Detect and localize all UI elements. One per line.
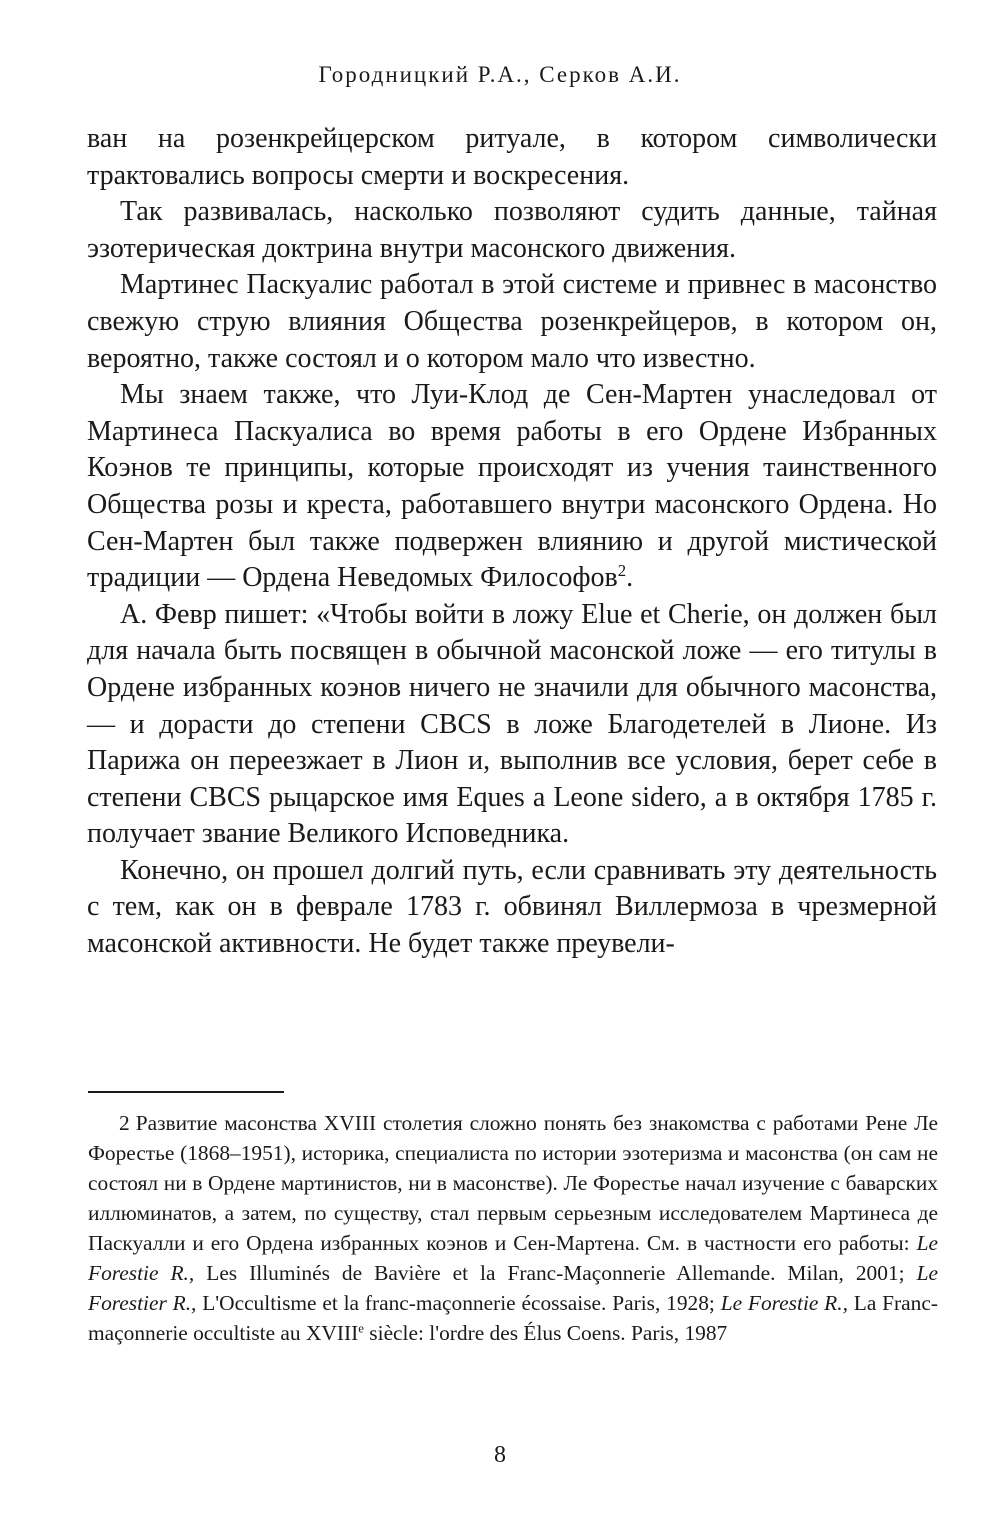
footnote-author-3: Le Forestie R., [720,1291,848,1315]
page-number: 8 [494,1442,506,1468]
footnote-reference-trailing: . [626,562,634,594]
footnote-separator [88,1091,284,1093]
paragraph-6: Конечно, он прошел долгий путь, если сравнивать эту деятельность с тем, как он в феврале 1783 г. обвинял Виллермоза в чрезмерной масонской активности. Не будет также преувели- [87,854,937,960]
footnote-work-3-superscript: e [358,1321,364,1336]
paragraph-4 [87,377,937,597]
footnote-text: Развитие масонства XVIII столетия сложно понять без знакомства с работами Рене Ле Форестье (1868–1951), историка, специалиста по истории эзотеризма и масонства (он сам не состоял ни в Ордене мартинистов, ни в масонстве). Ле Форестье начал изучение с баварских иллюминатов, а затем, по существу, стал первым серьезным исследователем Мартинеса де Паскуалли и его Ордена избранных коэнов и Сен-Мартена. См. в частности его работы: [88,1111,938,1255]
footnote-author-1: Le Forestie R., [88,1231,938,1285]
footnote-reference[interactable]: 2 [617,561,627,581]
paragraph-5: А. Февр пишет: «Чтобы войти в ложу Elue et Cherie, он должен был для начала быть посвящен в обычной масонской ложе — его титулы в Ордене избранных коэнов ничего не значили для обычного масонства, — и дорасти до степени CBCS в ложе Благодетелей в Лионе. Из Парижа он переезжает в Лион и, выполнив все условия, берет себе в степени CBCS рыцарское имя Eques a Leone sidero, а в октября 1785 г. получает звание Великого Исповедника. [87,598,937,850]
paragraph-2: Так развивалась, насколько позволяют судить данные, тайная эзотерическая доктрина внутри масонского движения. [87,196,937,264]
paragraph-1: ван на розенкрейцерском ритуале, в котором символически трактовались вопросы смерти и воскресения. [87,123,937,191]
paragraph-3: Мартинес Паскуалис работал в этой системе и привнес в масонство свежую струю влияния Общества розенкрейцеров, в котором он, вероятно, также состоял и о котором мало что известно. [87,269,937,374]
footnote-work-1: Les Illuminés de Bavière et la Franc-Maçonnerie Allemande. Milan, 2001; [206,1261,905,1285]
footnote-work-2: L'Occultisme et la franc-maçonnerie écossaise. Paris, 1928; [202,1291,715,1315]
footnote-work-3: La Franc-maçonnerie occultiste au XVIII [88,1291,938,1345]
footnote-author-2: Le Forestier R., [88,1261,938,1315]
paragraph-4-text: Мы знаем также, что Луи-Клод де Сен-Мартен унаследовал от Мартинеса Паскуалиса во время работы в его Ордене Избранных Коэнов те принципы, которые происходят из учения таинственного Общества розы и креста, работавшего внутри масонского Ордена. Но Сен-Мартен был также подвержен влиянию и другой мистической традиции — Ордена Неведомых Философов [87,379,937,594]
running-header: Городницкий Р.А., Серков А.И. [318,62,682,87]
footnote-number: 2 [119,1111,130,1135]
footnote [88,1108,938,1348]
body-text [87,121,937,963]
footnote-work-3-end: siècle: l'ordre des Élus Coens. Paris, 1987 [369,1321,728,1345]
